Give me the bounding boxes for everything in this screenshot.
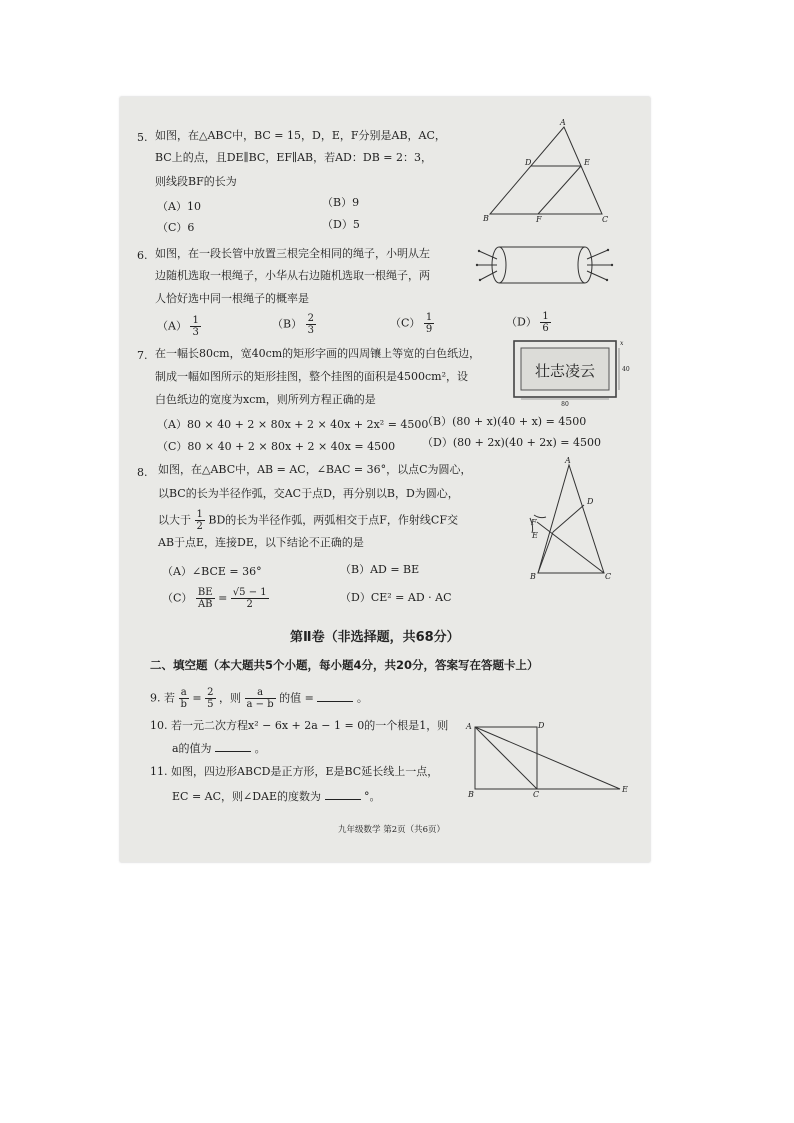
q5-line2: BC上的点，且DE∥BC，EF∥AB，若AD：DB = 2：3， xyxy=(155,151,432,164)
q5-label-a: A xyxy=(560,118,566,127)
q9-f2-denominator: 5 xyxy=(207,699,214,710)
q10-line2 xyxy=(172,741,266,755)
q8-label-d: D xyxy=(587,497,594,506)
q7-line2: 制成一幅如图所示的矩形挂图，整个挂图的面积是4500cm²，设 xyxy=(155,370,468,383)
q6-a-numerator: 1 xyxy=(192,315,199,326)
q9-suffix: 的值 = xyxy=(279,691,318,705)
q11-label-b: B xyxy=(468,790,474,799)
q7-line3: 白色纸边的宽度为xcm，则所列方程正确的是 xyxy=(155,393,376,406)
q6-option-a-prefix: （A） xyxy=(157,319,187,333)
q6-a-denominator: 3 xyxy=(192,327,199,338)
q8-half-denominator: 2 xyxy=(196,521,203,532)
q11-label-d: D xyxy=(538,721,545,730)
q10-line2-prefix: a的值为 xyxy=(172,742,212,755)
q6-tube-figure xyxy=(475,239,625,291)
q8-option-c-prefix: （C） xyxy=(162,591,193,605)
q7-option-a: （A）80 × 40 + 2 × 80x + 2 × 40x + 2x² = 4500 xyxy=(157,418,429,431)
q9-end: 。 xyxy=(356,691,368,705)
q8-option-c-equals: = xyxy=(218,591,231,605)
q9-prefix: 若 xyxy=(164,691,175,705)
q11-square-figure xyxy=(460,719,640,799)
q6-line3: 人恰好选中同一根绳子的概率是 xyxy=(155,292,309,305)
q8-c-denominator: AB xyxy=(197,599,213,610)
q8-label-e: E xyxy=(532,531,538,540)
q11-label-c: C xyxy=(533,790,540,799)
q8-c-numerator: BE xyxy=(197,587,213,598)
q8-label-c: C xyxy=(605,572,612,581)
q6-d-numerator: 1 xyxy=(542,311,549,322)
q7-number: 7. xyxy=(137,349,148,362)
q7-dim-width: 80 xyxy=(561,401,569,407)
q8-label-a: A xyxy=(565,456,571,465)
q6-line2: 边随机选取一根绳子，小华从右边随机选取一根绳子，两 xyxy=(155,269,430,282)
q10-number: 10. xyxy=(150,719,168,732)
q8-c-value-denominator: 2 xyxy=(246,599,253,610)
q5-option-b: （B）9 xyxy=(322,196,360,209)
section-ii-title: 第Ⅱ卷（非选择题，共68分） xyxy=(290,630,460,645)
q8-line2: 以BC的长为半径作弧，交AC于点D，再分别以B，D为圆心， xyxy=(158,487,459,500)
q6-option-b xyxy=(272,313,316,336)
q8-line3-prefix: 以大于 xyxy=(158,513,191,527)
q11-answer-blank[interactable] xyxy=(325,789,361,800)
q6-option-d-prefix: （D） xyxy=(506,315,537,329)
q10-line1 xyxy=(150,719,448,732)
q9-fraction-two-fifths xyxy=(205,687,215,710)
q8-line4: AB于点E，连接DE，以下结论不正确的是 xyxy=(158,536,364,549)
q8-label-f: F xyxy=(531,518,537,527)
q8-label-b: B xyxy=(530,572,536,581)
q6-b-numerator: 2 xyxy=(307,313,314,324)
q11-number: 11. xyxy=(150,765,168,778)
q8-c-value-numerator: √5 − 1 xyxy=(232,587,267,598)
q6-option-d-fraction xyxy=(540,311,550,334)
q7-option-d: （D）(80 + 2x)(40 + 2x) = 4500 xyxy=(422,436,602,449)
q8-option-a: （A）∠BCE = 36° xyxy=(162,565,262,578)
q8-line3-suffix: BD的长为半径作弧，两弧相交于点F，作射线CF交 xyxy=(208,513,458,527)
q9-f1-denominator: b xyxy=(180,699,187,710)
q9-f3-numerator: a xyxy=(245,687,276,699)
q7-painting-text: 壮志凌云 xyxy=(534,362,596,380)
q7-dim-x: x xyxy=(620,340,624,347)
q8-half-fraction xyxy=(195,509,205,532)
q6-option-c-prefix: （C） xyxy=(390,316,421,330)
q6-number: 6. xyxy=(137,249,148,262)
q5-label-f: F xyxy=(536,215,542,222)
q9-f2-numerator: 2 xyxy=(207,687,214,698)
q5-number: 5. xyxy=(137,131,148,144)
q6-c-numerator: 1 xyxy=(425,312,433,323)
q5-line1: 如图，在△ABC中，BC = 15，D，E，F分别是AB，AC， xyxy=(155,129,446,142)
q5-option-a: （A）10 xyxy=(157,200,201,213)
page-footer: 九年级数学 第2页（共6页） xyxy=(338,825,446,835)
q9-equals: = xyxy=(192,691,206,705)
q10-text: 若一元二次方程x² − 6x + 2a − 1 = 0的一个根是1，则 xyxy=(171,719,449,732)
q8-half-numerator: 1 xyxy=(196,509,203,520)
q5-label-d: D xyxy=(525,158,532,167)
q9-f1-numerator: a xyxy=(179,687,189,699)
q7-dim-height: 40 xyxy=(622,366,630,373)
q9-number: 9. xyxy=(150,691,161,705)
q8-option-c-ratio xyxy=(196,587,215,610)
q7-option-c: （C）80 × 40 + 2 × 80x + 2 × 40x = 4500 xyxy=(157,440,396,453)
q9-f3-denominator: a − b xyxy=(246,699,274,710)
q9-fraction-a-over-b xyxy=(179,687,189,710)
q6-option-a-fraction xyxy=(190,315,200,338)
q5-triangle-figure xyxy=(480,117,610,222)
q7-option-b: （B）(80 + x)(40 + x) = 4500 xyxy=(422,415,587,428)
q9-fraction-target xyxy=(245,687,276,710)
q8-option-b: （B）AD = BE xyxy=(340,563,420,576)
exam-page xyxy=(120,97,650,862)
q6-c-denominator: 9 xyxy=(425,324,433,335)
q9-answer-blank[interactable] xyxy=(317,691,353,702)
q11-line2-prefix: EC = AC，则∠DAE的度数为 xyxy=(172,790,322,803)
q8-option-d: （D）CE² = AD · AC xyxy=(340,591,452,604)
q8-line1: 如图，在△ABC中，AB = AC，∠BAC = 36°，以点C为圆心， xyxy=(158,463,472,476)
q5-label-c: C xyxy=(602,215,609,222)
q6-option-b-fraction xyxy=(306,313,316,336)
q8-number: 8. xyxy=(137,466,148,479)
q11-line2 xyxy=(172,789,381,803)
q8-line3 xyxy=(158,509,458,532)
q11-label-e: E xyxy=(622,785,628,794)
q6-option-a xyxy=(157,315,201,338)
q11-end: °。 xyxy=(364,790,381,803)
q5-option-c: （C）6 xyxy=(157,221,195,234)
q11-line1 xyxy=(150,765,438,778)
q8-option-c-value xyxy=(231,587,269,610)
q9-middle: ，则 xyxy=(219,691,241,705)
fill-in-section-heading: 二、填空题（本大题共5个小题，每小题4分，共20分，答案写在答题卡上） xyxy=(150,658,539,672)
q7-scroll-figure xyxy=(510,337,630,407)
q11-text: 如图，四边形ABCD是正方形，E是BC延长线上一点， xyxy=(171,765,439,778)
q6-option-c xyxy=(390,312,434,335)
q9-row xyxy=(150,687,368,710)
q5-option-d: （D）5 xyxy=(322,218,360,231)
q5-label-b: B xyxy=(483,214,489,222)
q6-line1: 如图，在一段长管中放置三根完全相同的绳子，小明从左 xyxy=(155,247,430,260)
q10-answer-blank[interactable] xyxy=(215,741,251,752)
q8-option-c xyxy=(162,587,269,610)
q6-b-denominator: 3 xyxy=(307,325,314,336)
q10-end: 。 xyxy=(254,742,266,755)
q6-option-b-prefix: （B） xyxy=(272,317,303,331)
q8-triangle-figure xyxy=(520,455,620,585)
q7-line1: 在一幅长80cm，宽40cm的矩形字画的四周镶上等宽的白色纸边， xyxy=(155,347,481,360)
q11-label-a: A xyxy=(466,722,472,731)
q5-line3: 则线段BF的长为 xyxy=(155,175,237,188)
q6-option-d xyxy=(506,311,551,334)
q5-label-e: E xyxy=(584,158,590,167)
q6-d-denominator: 6 xyxy=(542,323,549,334)
q6-option-c-fraction xyxy=(424,312,434,335)
